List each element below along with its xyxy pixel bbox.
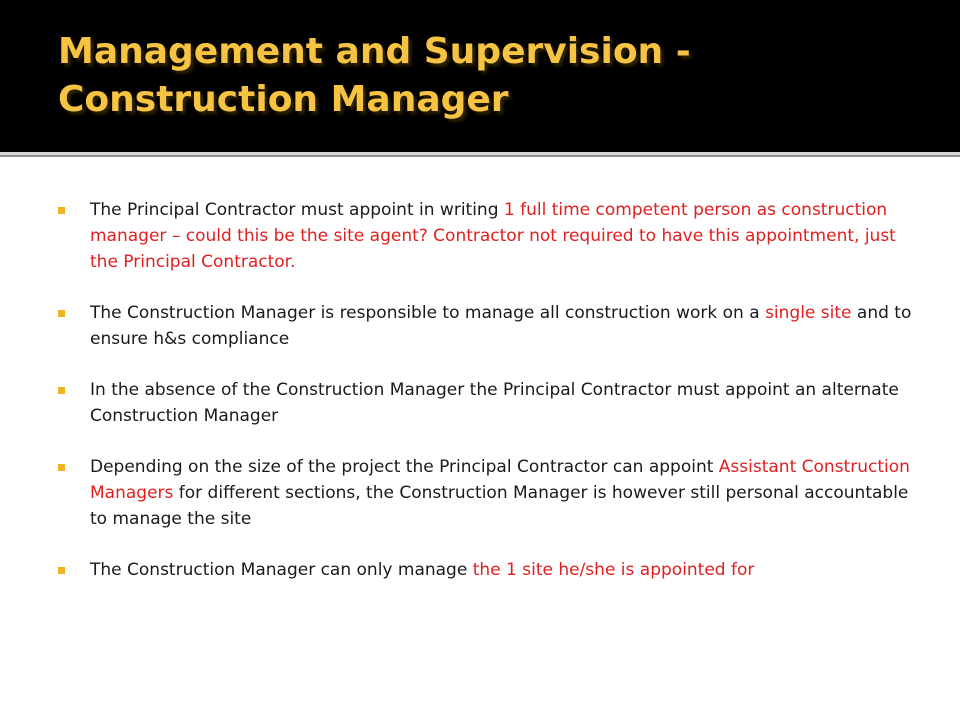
bullet-text: Depending on the size of the project the Principal Contractor can appoint [90,457,719,477]
bullet-highlight: the 1 site he/she is appointed for [472,560,755,580]
slide-title [58,28,918,124]
title-header [0,0,960,152]
bullet-item [58,197,918,275]
square-bullet-icon [58,464,65,471]
bullet-list [58,197,918,608]
square-bullet-icon [58,207,65,214]
bullet-text: In the absence of the Construction Manager the Principal Contractor must appoint an alternate Construction Manager [90,380,899,426]
title-divider-dark [0,155,960,157]
slide-title-line-2: Construction Manager [58,79,509,120]
bullet-text: The Construction Manager can only manage [90,560,473,580]
bullet-highlight: single site [765,303,852,323]
bullet-text-end: for different sections, the Construction Manager is however still personal accountable to manage the site [90,483,909,529]
square-bullet-icon [58,310,65,317]
bullet-item [58,300,918,352]
bullet-highlight: Assistant Construction Managers [90,457,910,503]
bullet-item [58,377,918,429]
bullet-text: The Principal Contractor must appoint in writing [90,200,504,220]
bullet-item [58,454,918,532]
slide-title-line-1: Management and Supervision - [58,31,691,72]
bullet-text: The Construction Manager is responsible to manage all construction work on a [90,303,766,323]
square-bullet-icon [58,567,65,574]
bullet-highlight: 1 full time competent person as construction manager – could this be the site agent? Contractor not required to have this appointment, just the Principal Contractor. [90,200,896,272]
bullet-text-end: and to ensure h&s compliance [90,303,912,349]
square-bullet-icon [58,387,65,394]
bullet-item [58,557,918,583]
